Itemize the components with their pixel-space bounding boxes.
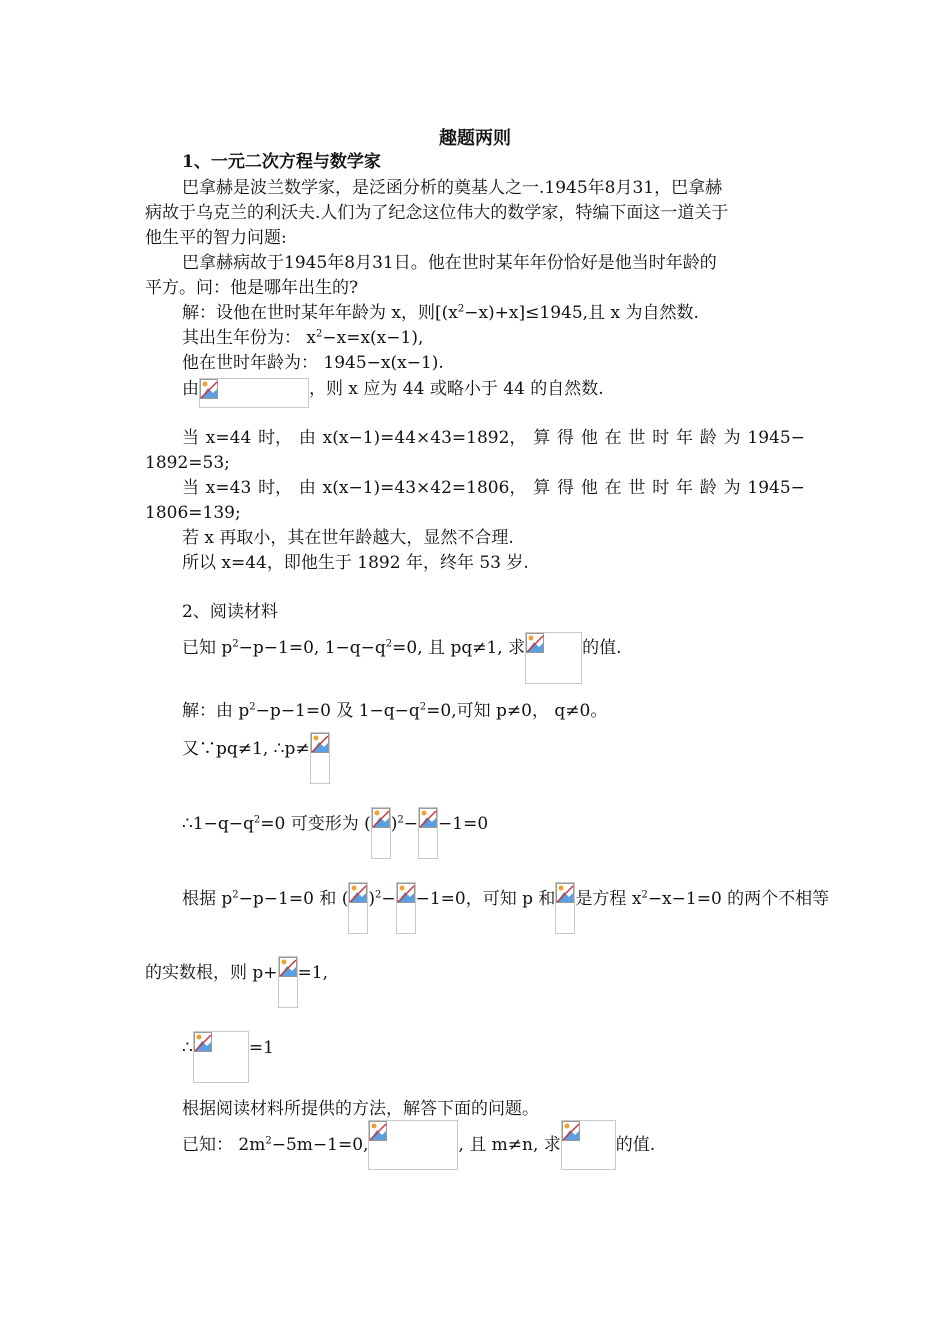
s2-question-line: [182, 1134, 655, 1170]
word: 为: [723, 478, 741, 498]
section-1-heading: 1、一元二次方程与数学家: [182, 152, 381, 172]
text: 解：由 p: [182, 701, 250, 721]
broken-image-icon: [419, 808, 437, 828]
word: 1945−: [747, 428, 805, 448]
word: 时，: [258, 428, 293, 448]
text: 根据 p: [182, 889, 233, 909]
text: 其出生年份为： x: [182, 328, 316, 348]
word: x=43: [205, 478, 252, 498]
text: 由: [182, 379, 199, 399]
s1-paragraph-1-line-2: 病故于乌克兰的利沃夫.人们为了纪念这位伟大的数学家，特编下面这一道关于: [145, 203, 729, 223]
word: 他: [580, 428, 598, 448]
broken-image-icon: [200, 379, 218, 399]
text: ): [368, 889, 375, 909]
page-title: 趣题两则: [439, 128, 511, 149]
word: 当: [182, 478, 199, 498]
s1-solution-line: [182, 302, 699, 324]
s2-transform-line: [182, 813, 488, 859]
text: 已知 p: [182, 638, 233, 658]
text: 又∵pq≠1, ∴p≠: [182, 739, 310, 759]
superscript: 2: [397, 814, 404, 826]
formula-image: [310, 732, 330, 784]
s1-paragraph-1-line-1: 巴拿赫是波兰数学家，是泛函分析的奠基人之一.1945年8月31，巴拿赫: [182, 178, 723, 198]
s2-solution-line: [182, 700, 607, 722]
text: −: [403, 814, 419, 834]
word: x(x−1)=43×42=1806，: [322, 478, 527, 498]
word: 为: [723, 428, 741, 448]
formula-image: [396, 882, 416, 934]
word: 世: [628, 428, 646, 448]
broken-image-icon: [526, 633, 544, 653]
s1-age-line: 他在世时年龄为： 1945−x(x−1).: [182, 353, 444, 373]
text: −1=0，可知 p 和: [415, 889, 556, 909]
s2-therefore-line: [182, 1037, 274, 1083]
s1-birth-year-line: [182, 327, 423, 349]
formula-image: [525, 632, 582, 684]
word: x=44: [205, 428, 252, 448]
word: 在: [604, 478, 622, 498]
text: −x=x(x−1),: [322, 328, 424, 348]
s2-given-line: [182, 637, 621, 684]
s1-case-43-line-2: 1806=139;: [145, 503, 241, 523]
word: 年: [676, 478, 693, 498]
formula-image: [371, 807, 391, 859]
word: 在: [604, 428, 622, 448]
formula-image: [348, 882, 368, 934]
text: =0 可变形为 (: [260, 814, 371, 834]
section-2-heading: 2、阅读材料: [182, 602, 278, 622]
word: 得: [557, 478, 575, 498]
text: =1,: [297, 963, 328, 983]
text: −: [381, 889, 396, 909]
broken-image-icon: [349, 883, 367, 903]
superscript: 2: [419, 701, 427, 713]
text: 的值.: [615, 1135, 656, 1155]
s2-roots-line: [182, 888, 829, 934]
superscript: 2: [232, 638, 239, 650]
word: 龄: [699, 428, 717, 448]
word: 由: [298, 428, 316, 448]
text: 已知： 2m: [182, 1135, 266, 1155]
text: −x)+x]≤1945,且 x 为自然数.: [464, 303, 699, 323]
s1-conclusion-line: 所以 x=44，即他生于 1892 年，终年 53 岁.: [182, 553, 529, 573]
broken-image-icon: [311, 733, 329, 753]
s1-case-43-line: [182, 477, 805, 499]
superscript: 2: [316, 328, 323, 340]
superscript: 2: [253, 814, 261, 826]
text: −p−1=0, 1−q−q: [238, 638, 386, 658]
superscript: 2: [249, 701, 256, 713]
word: 时: [652, 428, 670, 448]
broken-image-icon: [369, 1121, 387, 1141]
s1-smaller-line: 若 x 再取小，其在世年龄越大，显然不合理.: [182, 528, 514, 548]
text: −5m−1=0,: [271, 1135, 369, 1155]
text: −x−1=0 的两个不相等: [647, 889, 830, 909]
s1-by-line: [182, 378, 604, 408]
text: −p−1=0 和 (: [238, 889, 349, 909]
text: 的值.: [582, 638, 622, 658]
text: ): [390, 814, 398, 834]
text: ，则 x 应为 44 或略小于 44 的自然数.: [309, 379, 604, 399]
s2-roots-line-2: [145, 962, 328, 1008]
superscript: 2: [641, 889, 648, 901]
broken-image-icon: [279, 957, 297, 977]
s1-case-44-line: [182, 427, 805, 449]
superscript: 2: [265, 1135, 272, 1147]
word: 1945−: [747, 478, 805, 498]
superscript: 2: [457, 303, 465, 315]
s2-method-line: 根据阅读材料所提供的方法，解答下面的问题。: [182, 1099, 539, 1119]
word: 世: [628, 478, 646, 498]
superscript: 2: [385, 638, 393, 650]
formula-image: [278, 956, 298, 1008]
s1-problem-line-2: 平方。问：他是哪年出生的?: [145, 278, 359, 298]
broken-image-icon: [397, 883, 415, 903]
s1-case-44-line-2: 1892=53;: [145, 453, 230, 473]
formula-image: [368, 1120, 458, 1170]
word: x(x−1)=44×43=1892，: [322, 428, 527, 448]
s1-problem-line-1: 巴拿赫病故于1945年8月31日。他在世时某年年份恰好是他当时年龄的: [182, 253, 717, 273]
superscript: 2: [375, 889, 382, 901]
word: 龄: [699, 478, 717, 498]
text: =0, 且 pq≠1, 求: [392, 638, 526, 658]
word: 算: [533, 428, 551, 448]
word: 得: [557, 428, 575, 448]
superscript: 2: [232, 889, 239, 901]
text: 的实数根，则 p+: [145, 963, 278, 983]
formula-image: [418, 807, 438, 859]
broken-image-icon: [562, 1121, 580, 1141]
word: 当: [182, 428, 199, 448]
word: 时，: [258, 478, 293, 498]
broken-image-icon: [194, 1032, 212, 1052]
text: , 且 m≠n, 求: [458, 1135, 561, 1155]
formula-image: [193, 1031, 249, 1083]
text: =0,可知 p≠0， q≠0。: [426, 701, 608, 721]
word: 他: [580, 478, 598, 498]
broken-image-icon: [556, 883, 574, 903]
s1-paragraph-1-line-3: 他生平的智力问题:: [145, 228, 287, 248]
word: 由: [298, 478, 316, 498]
word: 年: [676, 428, 693, 448]
text: 解：设他在世时某年年龄为 x，则[(x: [182, 303, 458, 323]
text: 是方程 x: [575, 889, 642, 909]
text: =1: [248, 1038, 274, 1058]
text: −p−1=0 及 1−q−q: [255, 701, 420, 721]
word: 算: [533, 478, 551, 498]
text: −1=0: [438, 814, 489, 834]
word: 时: [652, 478, 670, 498]
formula-image: [561, 1120, 616, 1170]
formula-image: [199, 378, 309, 408]
formula-image: [555, 882, 575, 934]
s2-also-line: [182, 738, 330, 784]
broken-image-icon: [372, 808, 390, 828]
text: ∴: [182, 1038, 193, 1058]
text: ∴1−q−q: [182, 814, 254, 834]
